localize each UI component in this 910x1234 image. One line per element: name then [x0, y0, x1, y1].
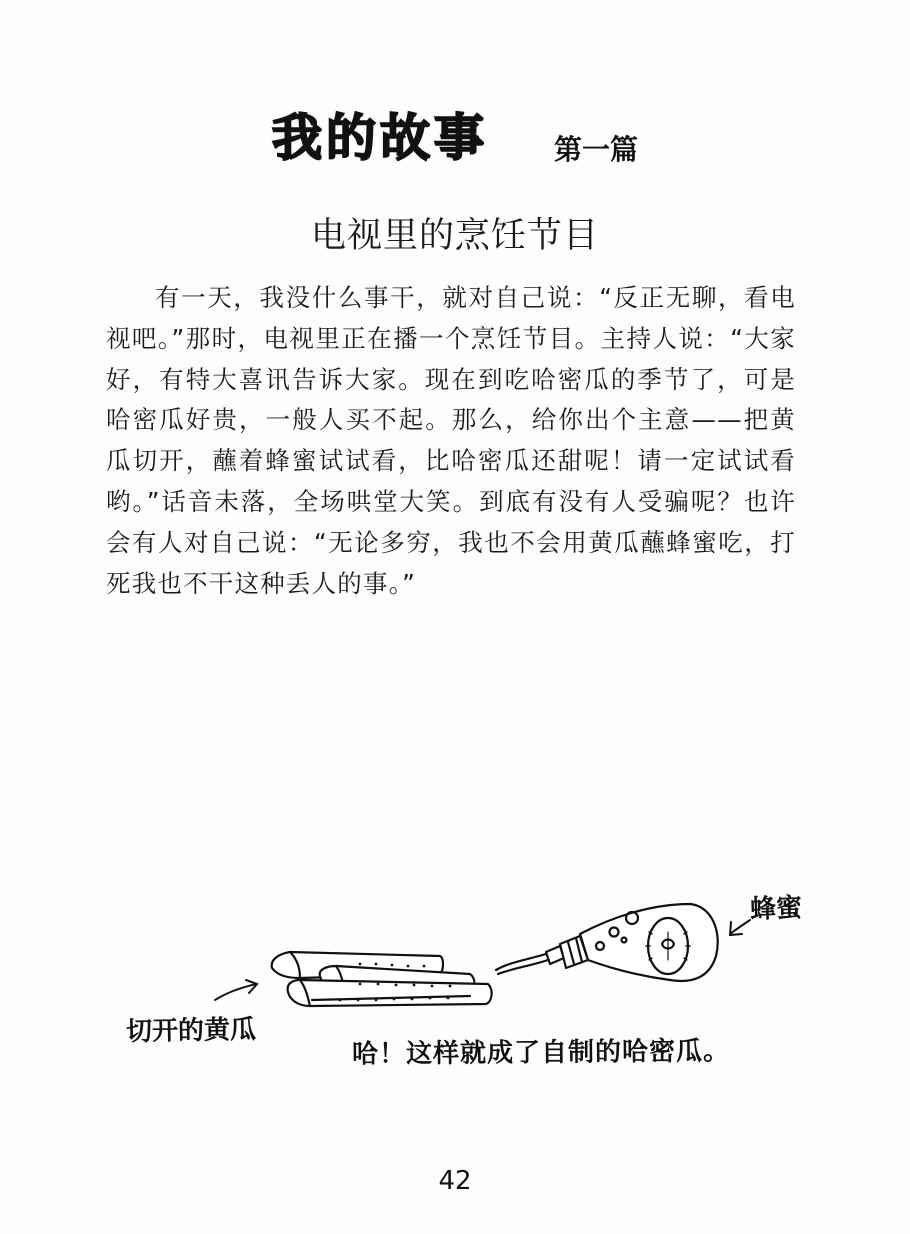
arrow-icon — [215, 980, 257, 1000]
illustration-caption: 哈！这样就成了自制的哈密瓜。 — [351, 1036, 731, 1070]
arrow-icon — [730, 920, 750, 935]
illustration — [0, 860, 910, 1100]
honey-bottle-icon — [496, 904, 718, 981]
page-number: 42 — [438, 1166, 472, 1196]
chapter-title: 电视里的烹饪节目 — [310, 216, 599, 256]
honey-label: 蜂蜜 — [749, 893, 803, 925]
sliced-cucumber-icon — [272, 952, 492, 1006]
page-subtitle: 第一篇 — [554, 133, 639, 166]
page-header — [272, 108, 692, 178]
page-title: 我的故事 — [272, 109, 488, 167]
story-paragraph: 有一天，我没什么事干，就对自己说：“反正无聊，看电视吧。”那时，电视里正在播一个烹饪节目。主持人说：“大家好，有特大喜讯告诉大家。现在到吃哈密瓜的季节了，可是哈密瓜好贵，一般人买不起。那么，给你出个主意——把黄瓜切开，蘸着蜂蜜试试看，比哈密瓜还甜呢！请一定试试看哟。”话音未落，全场哄堂大笑。到底有没有人受骗呢？也许会有人对自己说：“无论多穷，我也不会用黄瓜蘸蜂蜜吃，打死我也不干这种丢人的事。” — [106, 283, 796, 598]
cucumber-label: 切开的黄瓜 — [125, 1014, 257, 1048]
